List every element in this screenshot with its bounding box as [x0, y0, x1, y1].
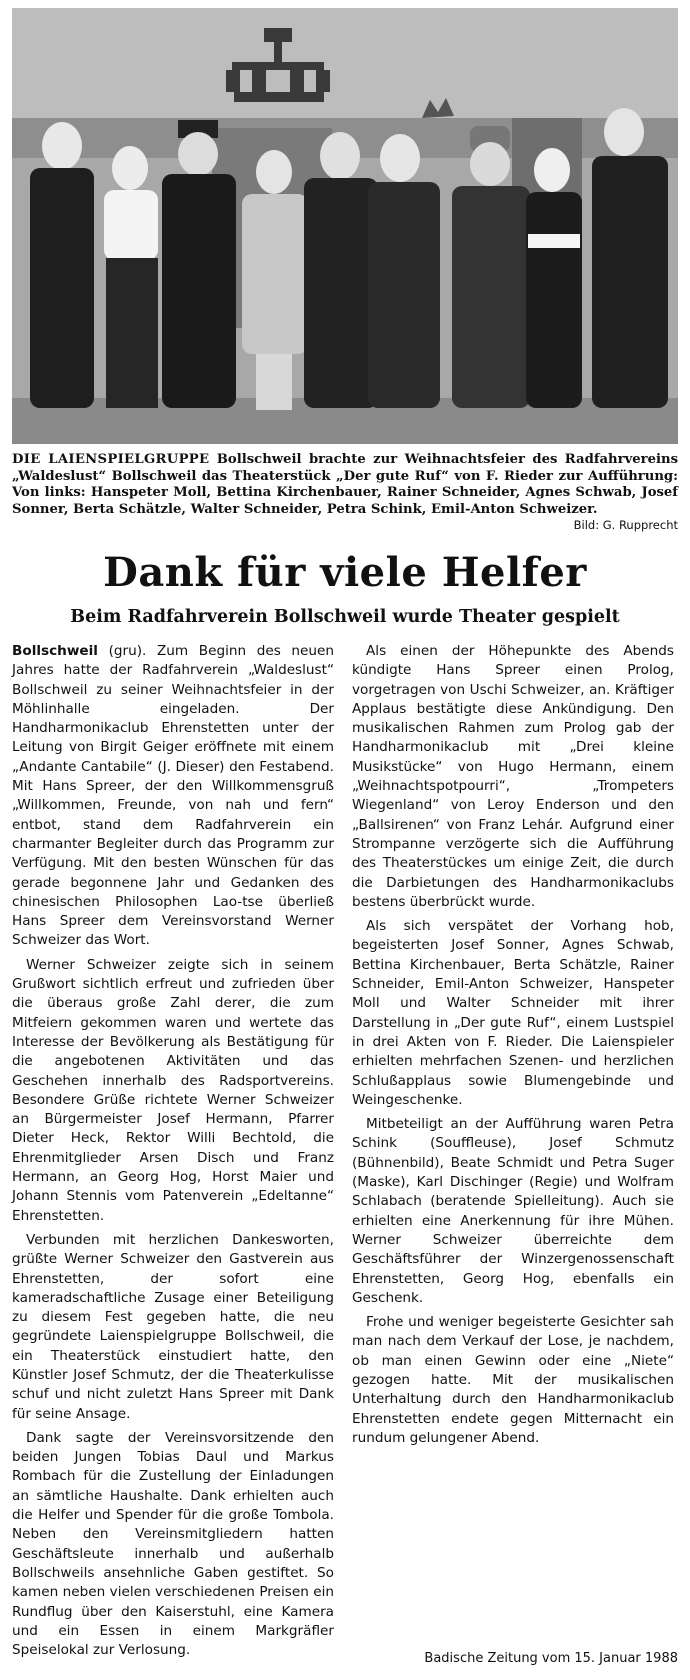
article-paragraph: Frohe und weniger begeisterte Gesichter sah man nach dem Verkauf der Lose, je nachdem, ob man einen Gewinn oder eine „Niete“ gezogen hatte. Mit der musikalischen Unterhaltung durch den Handharmonikaclub Ehrenstetten endete gegen Mitternacht ein rundum gelungener Abend. [352, 1314, 674, 1446]
article-paragraph: Als einen der Höhepunkte des Abends kündigte Hans Spreer einen Prolog, vorgetragen von Uschi Schweizer, an. Kräftiger Applaus bestätigte diese Ankündigung. Den musikalischen Rahmen zum Prolog gab der Handharmonikaclub mit „Drei kleine Musikstücke“ von Hugo Hermann, einem „Weihnachtspotpourri“, „Trompeters Wiegenland“ von Leroy Enderson und den „Ballsirenen“ von Franz Lehár. Aufgrund einer Strompanne verzögerte sich die Aufführung des Theaterstückes um einige Zeit, die durch die Darbietungen des Handharmonikaclubs bestens überbrückt wurde. [352, 643, 674, 910]
article-paragraph: Werner Schweizer zeigte sich in seinem Grußwort sichtlich erfreut und zufrieden über die überaus große Zahl derer, die zum Mitfeiern gekommen waren und wertete das Interesse der Bevölkerung als Bestätigung für die angebotenen Aktivitäten und das Geschehen innerhalb des Radsportvereins. Besondere Grüße richtete Werner Schweizer an Bürgermeister Josef Hermann, Pfarrer Dieter Heck, Rektor Willi Bechtold, die Ehrenmitglieder Arsen Disch und Franz Hermann, an Georg Hog, Horst Maier und Johann Stennis vom Patenverein „Edeltanne“ Ehrenstetten. [12, 956, 334, 1224]
article-paragraph [12, 642, 334, 951]
article-paragraph: Mitbeteiligt an der Aufführung waren Petra Schink (Souffleuse), Josef Schmutz (Bühnenbild), Beate Schmidt und Petra Suger (Maske), Karl Dischinger (Regie) und Wolfram Schlabach (beratende Spielleitung). Auch sie erhielten eine Anerkennung für ihre Mühen. Werner Schweizer überreichte dem Geschäftsführer der Winzergenossenschaft Ehrenstetten, Georg Hog, ebenfalls ein Geschenk. [352, 1116, 674, 1306]
article-paragraph: Verbunden mit herzlichen Dankesworten, grüßte Werner Schweizer den Gastverein aus Ehrenstetten, der sofort eine kameradschaftliche Zusage einer Beteiligung zu diesem Fest gegeben hatte, die neu gegründete Laienspielgruppe Bollschweil, die ein Theaterstück einstudiert hatte, den Künstler Josef Schmutz, der die Theaterkulisse schuf und nicht zuletzt Hans Spreer mit Dank für seine Ansage. [12, 1231, 334, 1422]
article-paragraph-text: (gru). Zum Beginn des neuen Jahres hatte der Radfahrverein „Waldeslust“ Bollschweil zu seiner Weihnachtsfeier in der Möhlinhalle eingeladen. Der Handharmonikaclub Ehrenstetten unter der Leitung von Birgit Geiger eröffnete mit einem „Andante Cantabile“ (J. Dieser) den Festabend. Mit Hans Spreer, der den Willkommensgruß „Willkommen, Freunde, von nah und fern“ entbot, stand dem Radfahrverein ein charmanter Begleiter durch das Programm zur Verfügung. Mit den besten Wünschen für das gerade begonnene Jahr und Gedanken des chinesischen Philosophen Lao-tse überließ Hans Spreer dem Vereinsvorstand Werner Schweizer das Wort. [12, 643, 334, 949]
photo-caption [12, 452, 678, 518]
article-paragraph: Dank sagte der Vereinsvorsitzende den beiden Jungen Tobias Daul und Markus Rombach für die Zustellung der Einladungen an sämtliche Haushalte. Dank erhielten auch die Helfer und Spender für die große Tombola. Neben den Vereinsmitgliedern hatten Geschäftsleute innerhalb und außerhalb Bollschweils ansehnliche Gaben gestiftet. So kamen neben vielen verschiedenen Preisen ein Rundflug über den Kaiserstuhl, eine Kamera und ein Essen in einem Markgräfler Speiselokal zur Verlosung. [12, 1429, 334, 1659]
article-column-left [12, 642, 334, 1665]
article-headline: Dank für viele Helfer [103, 549, 587, 596]
article-dateline: Bollschweil [12, 643, 98, 659]
article-column-right [352, 642, 674, 1453]
photo-credit: Bild: G. Rupprecht [573, 518, 678, 532]
article-subheadline: Beim Radfahrverein Bollschweil wurde Theater gespielt [70, 607, 620, 627]
caption-text: Bollschweil brachte zur Weihnachtsfeier des Radfahrvereins „Waldeslust“ Bollschweil das Theaterstück „Der gute Ruf“ von F. Rieder zur Aufführung: Von links: Hanspeter Moll, Bettina Kirchenbauer, Rainer Schneider, Agnes Schwab, Josef Sonner, Berta Schätzle, Walter Schneider, Petra Schink, Emil-Anton Schweizer. [12, 452, 678, 517]
group-photo [12, 8, 678, 444]
caption-lead: DIE LAIENSPIELGRUPPE [12, 452, 210, 467]
group-photo-image [12, 8, 678, 444]
article-paragraph: Als sich verspätet der Vorhang hob, begeisterten Josef Sonner, Agnes Schwab, Bettina Kirchenbauer, Berta Schätzle, Rainer Schneider, Emil-Anton Schweizer, Hanspeter Moll und Walter Schneider mit ihrer Darstellung in „Der gute Ruf“, einem Lustspiel in drei Akten von F. Rieder. Die Laienspieler erhielten mehrfachen Szenen- und herzlichen Schlußapplaus sowie Blumengebinde und Weingeschenke. [352, 918, 674, 1108]
newspaper-source-line: Badische Zeitung vom 15. Januar 1988 [424, 1651, 678, 1666]
